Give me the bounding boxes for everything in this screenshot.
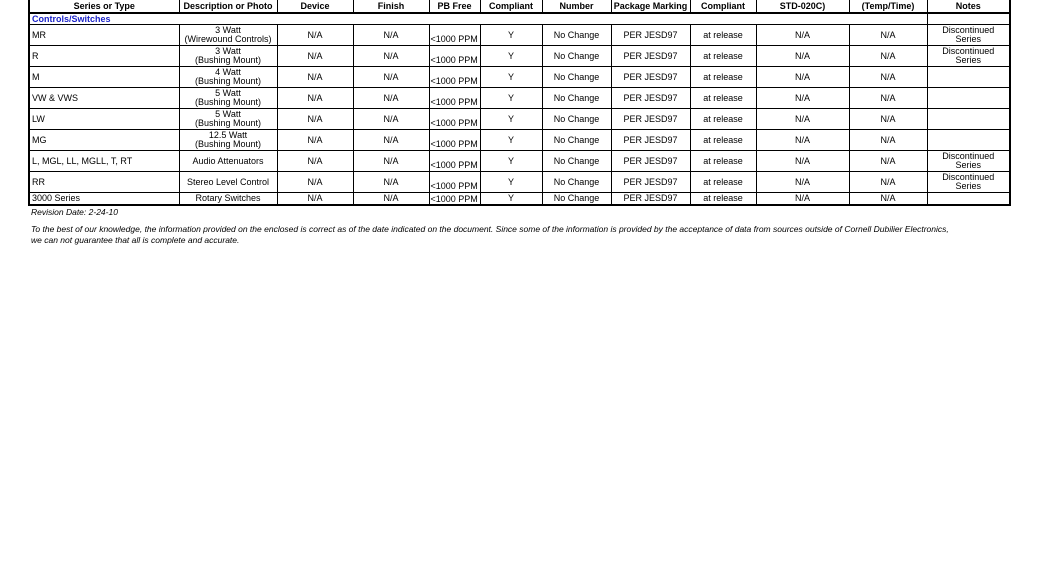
disclaimer-line-1: To the best of our knowledge, the information provided on the enclosed is correct as of the date indicated on the document. Since some of the information is provided by the acceptance of data from sources outside of Cornell Dubilier Electronics, bbox=[31, 224, 949, 234]
compliance-sheet bbox=[28, 0, 1009, 206]
header-pb-free: PB Free bbox=[429, 0, 480, 13]
table-row bbox=[29, 130, 1010, 151]
cell-finish: N/A bbox=[353, 151, 429, 172]
cell-temp-time: N/A bbox=[849, 151, 927, 172]
description-line-2: (Bushing Mount) bbox=[194, 97, 262, 107]
cell-std: N/A bbox=[756, 25, 849, 46]
header-temp-time: (Temp/Time) bbox=[849, 0, 927, 13]
cell-pb-free bbox=[429, 151, 480, 172]
cell-compliant: Y bbox=[480, 109, 542, 130]
cell-device: N/A bbox=[277, 46, 353, 67]
header-compliant: Compliant bbox=[480, 0, 542, 13]
cell-temp-time: N/A bbox=[849, 46, 927, 67]
table-row bbox=[29, 151, 1010, 172]
cell-compliant-2: at release bbox=[690, 88, 756, 109]
cell-description bbox=[179, 151, 277, 172]
cell-series: LW bbox=[29, 109, 179, 130]
description-line-1: Audio Attenuators bbox=[192, 155, 264, 166]
cell-compliant-2: at release bbox=[690, 67, 756, 88]
description-line-1: 4 Watt bbox=[215, 67, 241, 77]
cell-std: N/A bbox=[756, 67, 849, 88]
table-row bbox=[29, 25, 1010, 46]
header-package-marking: Package Marking bbox=[611, 0, 690, 13]
cell-compliant-2: at release bbox=[690, 130, 756, 151]
cell-number: No Change bbox=[542, 130, 611, 151]
header-finish: Finish bbox=[353, 0, 429, 13]
cell-compliant-2: at release bbox=[690, 25, 756, 46]
cell-pb-free bbox=[429, 172, 480, 193]
table-row bbox=[29, 46, 1010, 67]
cell-compliant-2: at release bbox=[690, 193, 756, 206]
cell-temp-time: N/A bbox=[849, 88, 927, 109]
cell-device: N/A bbox=[277, 67, 353, 88]
cell-compliant: Y bbox=[480, 151, 542, 172]
description-line-2: (Bushing Mount) bbox=[194, 118, 262, 128]
header-std: STD-020C) bbox=[756, 0, 849, 13]
cell-compliant: Y bbox=[480, 193, 542, 206]
cell-compliant-2: at release bbox=[690, 109, 756, 130]
revision-date: Revision Date: 2-24-10 bbox=[31, 207, 118, 217]
cell-number: No Change bbox=[542, 172, 611, 193]
compliance-table bbox=[28, 0, 1011, 206]
cell-description bbox=[179, 193, 277, 206]
cell-finish: N/A bbox=[353, 109, 429, 130]
cell-finish: N/A bbox=[353, 25, 429, 46]
cell-description bbox=[179, 25, 277, 46]
header-row bbox=[29, 0, 1010, 13]
cell-finish: N/A bbox=[353, 67, 429, 88]
cell-temp-time: N/A bbox=[849, 109, 927, 130]
cell-series: 3000 Series bbox=[29, 193, 179, 206]
description-line-1: 5 Watt bbox=[215, 109, 241, 119]
cell-pb-free bbox=[429, 67, 480, 88]
cell-number: No Change bbox=[542, 193, 611, 206]
cell-device: N/A bbox=[277, 172, 353, 193]
cell-series: MR bbox=[29, 25, 179, 46]
cell-finish: N/A bbox=[353, 172, 429, 193]
category-notes-cell bbox=[927, 13, 1010, 25]
cell-description bbox=[179, 130, 277, 151]
cell-pb-free bbox=[429, 130, 480, 151]
header-device: Device bbox=[277, 0, 353, 13]
cell-pb-free bbox=[429, 25, 480, 46]
cell-package-marking: PER JESD97 bbox=[611, 151, 690, 172]
disclaimer bbox=[31, 224, 1011, 246]
cell-notes bbox=[927, 130, 1010, 151]
disclaimer-line-2: we can not guarantee that all is complete and accurate. bbox=[31, 235, 240, 245]
cell-device: N/A bbox=[277, 88, 353, 109]
pb-free-value: <1000 PPM bbox=[430, 118, 478, 128]
header-compliant-2: Compliant bbox=[690, 0, 756, 13]
cell-temp-time: N/A bbox=[849, 172, 927, 193]
cell-temp-time: N/A bbox=[849, 130, 927, 151]
description-line-1: Rotary Switches bbox=[195, 193, 261, 203]
category-row bbox=[29, 13, 1010, 25]
table-row bbox=[29, 67, 1010, 88]
cell-package-marking: PER JESD97 bbox=[611, 130, 690, 151]
description-line-1: 5 Watt bbox=[215, 88, 241, 98]
description-line-1: 3 Watt bbox=[215, 46, 241, 56]
cell-package-marking: PER JESD97 bbox=[611, 46, 690, 67]
cell-description bbox=[179, 88, 277, 109]
cell-device: N/A bbox=[277, 151, 353, 172]
pb-free-value: <1000 PPM bbox=[430, 139, 478, 149]
notes-line-1: Discontinued bbox=[942, 172, 995, 182]
table-row bbox=[29, 172, 1010, 193]
cell-std: N/A bbox=[756, 172, 849, 193]
cell-pb-free bbox=[429, 46, 480, 67]
cell-device: N/A bbox=[277, 109, 353, 130]
cell-finish: N/A bbox=[353, 130, 429, 151]
cell-notes bbox=[927, 25, 1010, 46]
description-line-2: (Bushing Mount) bbox=[194, 55, 262, 65]
cell-compliant: Y bbox=[480, 67, 542, 88]
cell-notes bbox=[927, 67, 1010, 88]
cell-series: L, MGL, LL, MGLL, T, RT bbox=[29, 151, 179, 172]
cell-notes bbox=[927, 109, 1010, 130]
cell-description bbox=[179, 46, 277, 67]
cell-notes bbox=[927, 88, 1010, 109]
cell-compliant: Y bbox=[480, 130, 542, 151]
notes-line-2: Series bbox=[955, 34, 981, 44]
cell-std: N/A bbox=[756, 88, 849, 109]
cell-std: N/A bbox=[756, 193, 849, 206]
cell-package-marking: PER JESD97 bbox=[611, 109, 690, 130]
pb-free-value: <1000 PPM bbox=[430, 160, 478, 170]
cell-package-marking: PER JESD97 bbox=[611, 25, 690, 46]
cell-finish: N/A bbox=[353, 88, 429, 109]
cell-finish: N/A bbox=[353, 193, 429, 206]
cell-package-marking: PER JESD97 bbox=[611, 67, 690, 88]
cell-compliant: Y bbox=[480, 172, 542, 193]
pb-free-value: <1000 PPM bbox=[430, 97, 478, 107]
cell-package-marking: PER JESD97 bbox=[611, 88, 690, 109]
cell-temp-time: N/A bbox=[849, 193, 927, 206]
cell-package-marking: PER JESD97 bbox=[611, 193, 690, 206]
cell-notes bbox=[927, 172, 1010, 193]
description-line-2: (Bushing Mount) bbox=[194, 76, 262, 86]
description-line-1: 12.5 Watt bbox=[208, 130, 248, 140]
cell-number: No Change bbox=[542, 109, 611, 130]
cell-std: N/A bbox=[756, 151, 849, 172]
notes-line-2: Series bbox=[955, 160, 981, 170]
pb-free-value: <1000 PPM bbox=[430, 55, 478, 65]
pb-free-value: <1000 PPM bbox=[430, 34, 478, 44]
cell-package-marking: PER JESD97 bbox=[611, 172, 690, 193]
category-label: Controls/Switches bbox=[29, 13, 927, 25]
cell-compliant: Y bbox=[480, 25, 542, 46]
notes-line-1: Discontinued bbox=[942, 46, 995, 56]
cell-compliant: Y bbox=[480, 46, 542, 67]
notes-line-1: Discontinued bbox=[942, 25, 995, 35]
cell-notes bbox=[927, 151, 1010, 172]
header-series: Series or Type bbox=[29, 0, 179, 13]
cell-compliant-2: at release bbox=[690, 151, 756, 172]
cell-compliant-2: at release bbox=[690, 172, 756, 193]
cell-temp-time: N/A bbox=[849, 67, 927, 88]
cell-series: R bbox=[29, 46, 179, 67]
cell-temp-time: N/A bbox=[849, 25, 927, 46]
header-number: Number bbox=[542, 0, 611, 13]
notes-line-2: Series bbox=[955, 55, 981, 65]
table-row bbox=[29, 109, 1010, 130]
cell-description bbox=[179, 67, 277, 88]
cell-std: N/A bbox=[756, 46, 849, 67]
cell-device: N/A bbox=[277, 25, 353, 46]
table-row bbox=[29, 193, 1010, 206]
cell-notes bbox=[927, 193, 1010, 206]
pb-free-value: <1000 PPM bbox=[430, 76, 478, 86]
cell-series: M bbox=[29, 67, 179, 88]
cell-device: N/A bbox=[277, 130, 353, 151]
description-line-2: (Bushing Mount) bbox=[194, 139, 262, 149]
cell-number: No Change bbox=[542, 46, 611, 67]
cell-std: N/A bbox=[756, 109, 849, 130]
notes-line-1: Discontinued bbox=[942, 151, 995, 161]
cell-number: No Change bbox=[542, 88, 611, 109]
cell-std: N/A bbox=[756, 130, 849, 151]
cell-description bbox=[179, 172, 277, 193]
cell-pb-free bbox=[429, 193, 480, 206]
description-line-1: Stereo Level Control bbox=[186, 176, 270, 187]
cell-notes bbox=[927, 46, 1010, 67]
header-description: Description or Photo bbox=[179, 0, 277, 13]
cell-series: MG bbox=[29, 130, 179, 151]
cell-device: N/A bbox=[277, 193, 353, 206]
pb-free-value: <1000 PPM bbox=[430, 181, 478, 191]
cell-compliant-2: at release bbox=[690, 46, 756, 67]
cell-description bbox=[179, 109, 277, 130]
cell-series: VW & VWS bbox=[29, 88, 179, 109]
description-line-2: (Wirewound Controls) bbox=[184, 34, 272, 44]
table-row bbox=[29, 88, 1010, 109]
header-notes: Notes bbox=[927, 0, 1010, 13]
cell-number: No Change bbox=[542, 67, 611, 88]
description-line-1: 3 Watt bbox=[215, 25, 241, 35]
cell-series: RR bbox=[29, 172, 179, 193]
cell-number: No Change bbox=[542, 25, 611, 46]
cell-pb-free bbox=[429, 109, 480, 130]
pb-free-value: <1000 PPM bbox=[430, 194, 478, 204]
cell-number: No Change bbox=[542, 151, 611, 172]
cell-compliant: Y bbox=[480, 88, 542, 109]
cell-pb-free bbox=[429, 88, 480, 109]
notes-line-2: Series bbox=[955, 181, 981, 191]
cell-finish: N/A bbox=[353, 46, 429, 67]
